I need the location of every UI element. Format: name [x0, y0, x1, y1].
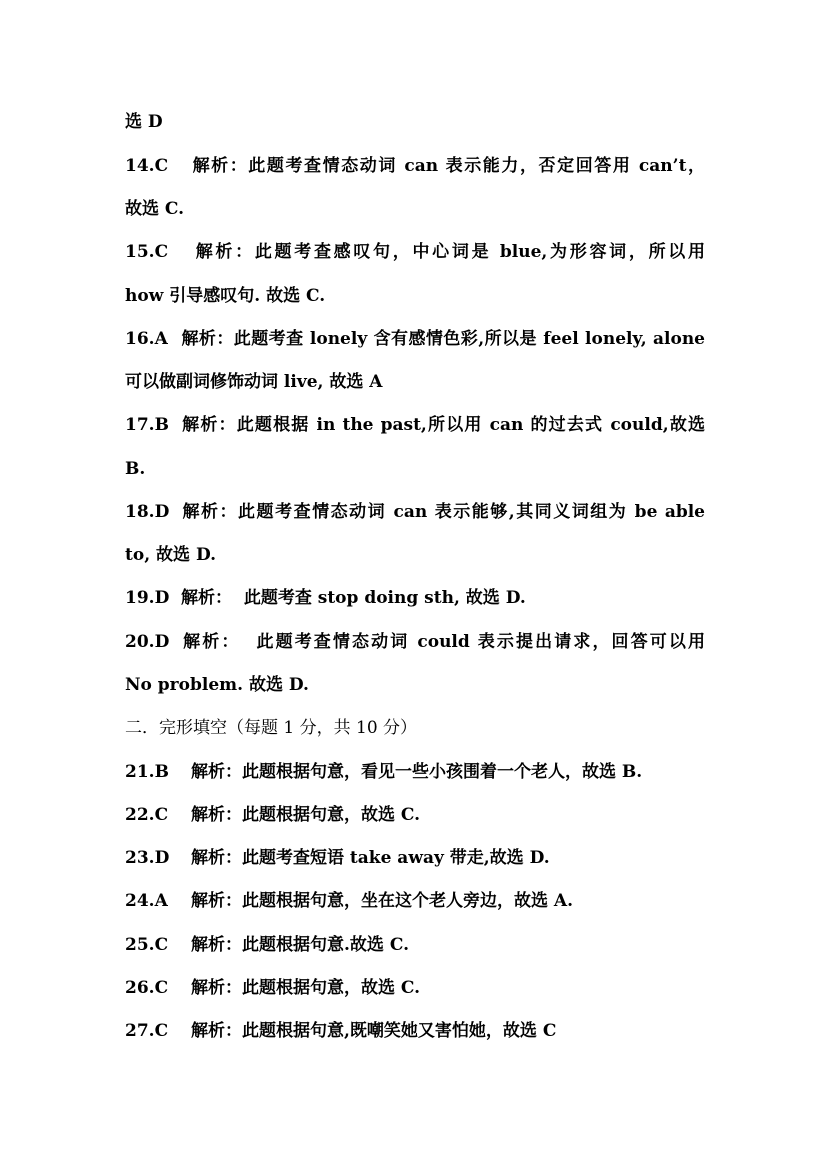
answer-line-26: [125, 973, 705, 1003]
answer-line-27: [125, 1016, 705, 1046]
answer-number: 15.C: [125, 242, 169, 262]
explanation-text: 解析： 此题考查 stop doing sth, 故选 D.: [181, 588, 526, 608]
text-line-20-cont: [125, 670, 705, 700]
explanation-text: 解析：此题考查 lonely 含有感情色彩,所以是 feel lonely, alone: [181, 329, 705, 349]
explanation-text: 解析：此题根据句意.故选 C.: [191, 935, 409, 955]
answer-number: 25.C: [125, 935, 169, 955]
text-line-14-cont: [125, 194, 705, 224]
line-text: 可以做副词修饰动词 live, 故选 A: [125, 372, 383, 392]
answer-number: 19.D: [125, 588, 170, 608]
answer-number: 18.D: [125, 502, 170, 522]
explanation-text: 解析：此题根据句意，坐在这个老人旁边，故选 A.: [191, 891, 574, 911]
answer-number: 14.C: [125, 156, 169, 176]
answer-number: 24.A: [125, 891, 168, 911]
answer-line-21: [125, 757, 705, 787]
answer-line-24: [125, 886, 705, 916]
answer-number: 21.B: [125, 762, 169, 782]
answer-number: 17.B: [125, 415, 169, 435]
answer-line-18: [125, 497, 705, 527]
answer-line-14: [125, 151, 705, 181]
explanation-text: 解析：此题考查情态动词 can 表示能力，否定回答用 can’t，: [191, 156, 705, 176]
answer-line-25: [125, 930, 705, 960]
explanation-text: 解析：此题考查短语 take away 带走,故选 D.: [191, 848, 550, 868]
answer-line-23: [125, 843, 705, 873]
answer-line-15: [125, 237, 705, 267]
explanation-text: 解析：此题根据句意，看见一些小孩围着一个老人，故选 B.: [191, 762, 643, 782]
line-text: 故选 C.: [125, 199, 185, 219]
answer-line-22: [125, 800, 705, 830]
text-line-1: [125, 107, 705, 137]
answer-line-17: [125, 410, 705, 440]
explanation-text: 解析：此题根据句意，故选 C.: [191, 978, 421, 998]
answer-number: 27.C: [125, 1021, 169, 1041]
answer-number: 26.C: [125, 978, 169, 998]
text-line-17-cont: [125, 454, 705, 484]
line-text: how 引导感叹句. 故选 C.: [125, 286, 326, 306]
text-line-15-cont: [125, 281, 705, 311]
explanation-text: 解析：此题考查感叹句，中心词是 blue,为形容词，所以用: [193, 242, 705, 262]
explanation-text: 解析：此题根据 in the past,所以用 can 的过去式 could,故选: [181, 415, 705, 435]
answer-number: 22.C: [125, 805, 169, 825]
answer-number: 16.A: [125, 329, 168, 349]
section-heading: [125, 713, 705, 743]
answer-line-20: [125, 627, 705, 657]
answer-number: 23.D: [125, 848, 170, 868]
text-line-16-cont: [125, 367, 705, 397]
text-line-18-cont: [125, 540, 705, 570]
line-text: to, 故选 D.: [125, 545, 217, 565]
explanation-text: 解析：此题根据句意,既嘲笑她又害怕她，故选 C: [191, 1021, 557, 1041]
explanation-text: 解析： 此题考查情态动词 could 表示提出请求，回答可以用: [181, 632, 705, 652]
line-text: No problem. 故选 D.: [125, 675, 309, 695]
answer-number: 20.D: [125, 632, 170, 652]
line-text: B.: [125, 459, 146, 479]
answer-line-16: [125, 324, 705, 354]
answer-line-19: [125, 583, 705, 613]
line-text: 选 D: [125, 112, 163, 132]
explanation-text: 解析：此题考查情态动词 can 表示能够,其同义词组为 be able: [181, 502, 705, 522]
section-title: 二．完形填空（每题 1 分，共 10 分）: [125, 718, 418, 738]
explanation-text: 解析：此题根据句意，故选 C.: [191, 805, 421, 825]
